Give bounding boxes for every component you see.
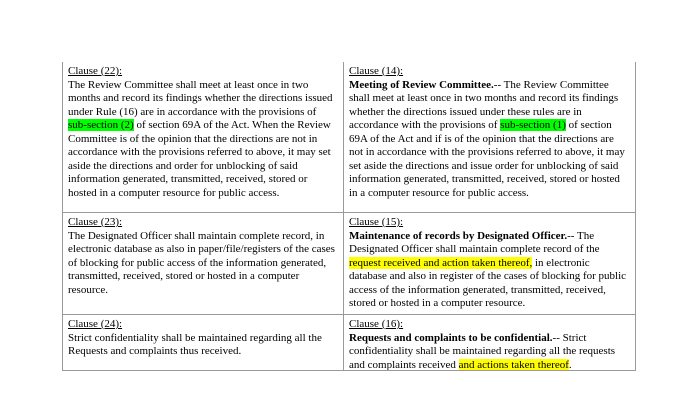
green-highlighted-text: sub-section (2)	[68, 119, 134, 131]
clause-15-cell	[344, 213, 635, 314]
clause-body	[68, 79, 333, 199]
clause-heading: Clause (14):	[349, 65, 404, 77]
clause-24-cell	[63, 315, 344, 370]
clause-text-segment: of section 69A of the Act. When the Review Committee is of the opinion that the directions are not in accordance with the provisions referred to above, it may set aside the directions and order for unblocking of said information generated, transmitted, received, stored or hosted in a computer resource for public access.	[68, 119, 331, 199]
clause-text-segment: .	[568, 358, 572, 370]
green-highlighted-text: sub-section (1)	[500, 119, 566, 131]
clause-body	[349, 332, 615, 371]
clause-heading: Clause (23):	[68, 216, 123, 228]
clause-title-bold: Meeting of Review Committee.	[349, 78, 494, 91]
clause-text-segment: Strict confidentiality shall be maintained regarding all the Requests and complaints thus received.	[68, 331, 322, 357]
clause-heading: Clause (16):	[349, 318, 404, 330]
clause-text-segment: of section 69A of the Act and if is of the opinion that the directions are not in accordance with the provisions referred to above, it may set aside the directions and issue order for unblocking of said information generated, transmitted, received, stored or hosted in a computer resource for public access.	[349, 119, 625, 199]
clause-text-segment: The Review Committee shall meet at least once in two months and record its findings whether the directions issued under Rule (16) are in accordance with the provisions of	[68, 78, 333, 118]
clause-heading: Clause (15):	[349, 216, 404, 228]
clause-heading: Clause (24):	[68, 318, 123, 330]
clause-23-cell	[63, 213, 344, 314]
clause-text-segment: -- The Review Committee shall meet at least once in two months and record its findings whether the directions issued under these rules are in accordance with the provisions of	[349, 78, 619, 131]
table-row	[63, 315, 635, 371]
clause-body	[349, 79, 625, 199]
clause-title-bold: Maintenance of records by Designated Officer.	[349, 229, 568, 242]
clause-comparison-table	[62, 62, 636, 371]
clause-text-segment: -- The Designated Officer shall maintain complete record of the	[349, 229, 600, 255]
clause-text-segment: The Designated Officer shall maintain complete record, in electronic database as also in paper/file/registers of the cases of blocking for public access of the information generated, transmitted, received, stored or hosted in a computer resource.	[68, 229, 335, 296]
clause-title-bold: Requests and complaints to be confidential.	[349, 331, 553, 344]
clause-body	[68, 230, 335, 296]
yellow-highlighted-text: request received and action taken thereof,	[349, 256, 533, 269]
table-row	[63, 213, 635, 315]
clause-text-segment: -- Strict confidentiality shall be maintained regarding all the requests and complaints received	[349, 331, 616, 370]
clause-body	[349, 230, 626, 310]
clause-text-segment: in electronic database and also in register of the cases of blocking for public access of the information generated, transmitted, received, stored or hosted in a computer resource.	[349, 256, 627, 309]
clause-14-cell	[344, 62, 635, 212]
clause-16-cell	[344, 315, 635, 370]
yellow-highlighted-text: and actions taken thereof	[458, 358, 569, 370]
clause-body	[68, 332, 322, 358]
table-row	[63, 62, 635, 213]
clause-22-cell	[63, 62, 344, 212]
clause-heading: Clause (22):	[68, 65, 123, 77]
